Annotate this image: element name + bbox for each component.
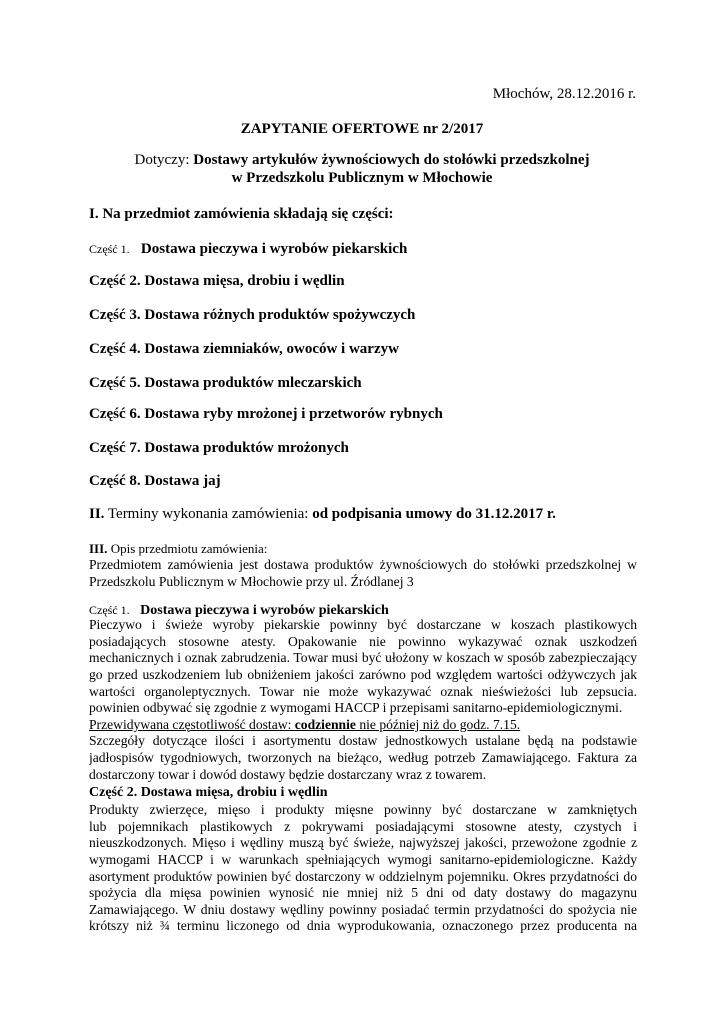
paragraph-line: Zamawiającego. W dniu dostawy wędliny powinny posiadać termin przydatności do spożycia nie [89,901,637,917]
part-1-heading: Część 1. Dostawa pieczywa i wyrobów piekarskich [89,603,389,618]
section-3-intro [89,557,637,590]
paragraph-line: powinien odbywać się zgodnie z wymogami HACCP i przepisami sanitarno-epidemiologicznymi. [89,700,623,716]
part-list-item-6: Część 6. Dostawa ryby mrożonej i przetworów rybnych [89,406,443,422]
paragraph-line: posiadających stosowne atesty. Opakowanie nie powinno wykazywać oznak uszkodzeń [89,633,637,649]
paragraph-line: krótszy niż ¾ terminu liczonego od dnia wyprodukowania, oznaczonego przez producenta na [89,918,637,934]
paragraph-line: mechanicznych i oznak zabrudzenia. Towar musi być ułożony w koszach w sposób zabezpieczający [89,650,637,666]
document-title: ZAPYTANIE OFERTOWE nr 2/2017 [240,121,484,137]
paragraph-line: Produkty zwierzęce, mięso i produkty mięsne powinny być dostarczane w zamkniętych [89,802,637,817]
section-1-heading: I. Na przedmiot zamówienia składają się części: [89,206,394,222]
paragraph-line: wartości organoleptycznych. Towar nie może wykazywać oznak nieświeżości lub zepsucia. [89,683,637,699]
subject-line-2: w Przedszkolu Publicznym w Młochowie [231,170,493,186]
place-date: Młochów, 28.12.2016 r. [492,86,636,102]
delivery-frequency: Przewidywana częstotliwość dostaw: codziennie nie później niż do godz. 7.15. [89,716,521,732]
part-2-description [89,802,637,935]
part-list-item-5: Część 5. Dostawa produktów mleczarskich [89,375,362,391]
part-list-item-7: Część 7. Dostawa produktów mrożonych [89,440,349,456]
part-list-item-2: Część 2. Dostawa mięsa, drobiu i wędlin [89,273,345,289]
section-2-terms: II. Terminy wykonania zamówienia: od podpisania umowy do 31.12.2017 r. [89,506,556,522]
paragraph-line: Szczegóły dotyczące ilości i asortymentu dostaw jednostkowych ustalane będą na podstawie [89,733,637,749]
paragraph-line: go przed uszkodzeniem lub obniżeniem jakości zarówno pod względem wartości odżywczych jak [89,666,637,682]
paragraph-line: jadłospisów tygodniowych, tworzonych na bieżąco, według potrzeb Zamawiającego. Faktura za [89,750,637,766]
part-list-item-8: Część 8. Dostawa jaj [89,473,221,489]
intro-line: Przedszkolu Publicznym w Młochowie przy ul. Źródlanej 3 [89,573,414,589]
part-list-item-1: Część 1. Dostawa pieczywa i wyrobów piekarskich [89,241,408,257]
paragraph-line: wymogami HACCP i w warunkach spełniających wymogi sanitarno-epidemiologiczne. Każdy [89,851,637,867]
part-2-heading: Część 2. Dostawa mięsa, drobiu i wędlin [89,785,328,800]
section-3-heading: III. Opis przedmiotu zamówienia: [89,541,268,556]
subject-line-1: Dotyczy: Dostawy artykułów żywnościowych do stołówki przedszkolnej [134,152,590,168]
part-list-item-4: Część 4. Dostawa ziemniaków, owoców i warzyw [89,341,399,357]
paragraph-line: Pieczywo i świeże wyroby piekarskie powinny być dostarczane w koszach plastikowych [89,617,637,632]
paragraph-line: nieuszkodzonych. Mięso i wędliny muszą być świeże, najwyższej jakości, przewożone zgodnie z [89,835,637,851]
part-list-item-3: Część 3. Dostawa różnych produktów spożywczych [89,307,416,323]
part-1-description [89,617,637,783]
paragraph-line: dostarczony towar i dowód dostawy będzie dostarczany wraz z towarem. [89,766,487,782]
paragraph-line: spożycia dla mięsa powinien wynosić nie mniej niż 5 dni od daty dostawy do magazynu [89,885,637,901]
paragraph-line: asortyment produktów powinien być dostarczony w oddzielnym pojemniku. Okres przydatności do [89,868,637,884]
intro-line: Przedmiotem zamówienia jest dostawa produktów żywnościowych do stołówki przedszkolnej w [89,557,637,572]
paragraph-line: lub pojemnikach plastikowych z pokrywami posiadającymi stosowne atesty, czystych i [89,818,637,834]
